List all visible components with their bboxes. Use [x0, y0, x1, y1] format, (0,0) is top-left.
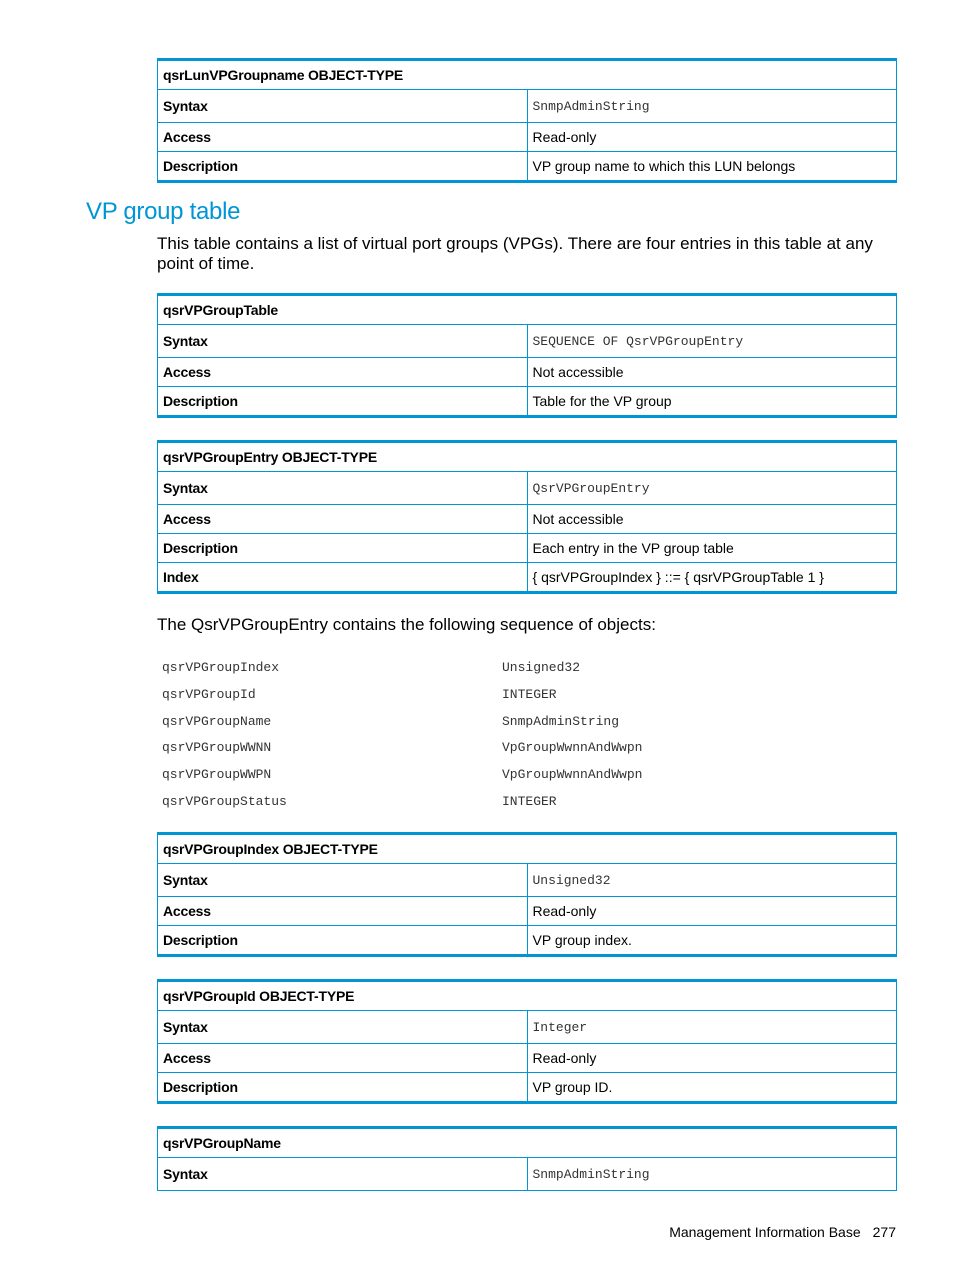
syntax-value: Integer — [527, 1011, 897, 1044]
sequence-object-name: qsrVPGroupStatus — [162, 793, 287, 809]
access-value: Read-only — [527, 897, 897, 926]
access-value: Read-only — [527, 1044, 897, 1073]
syntax-value: SnmpAdminString — [527, 1158, 897, 1191]
description-label: Description — [158, 534, 528, 563]
section-heading: VP group table — [86, 198, 241, 225]
sequence-object-type: SnmpAdminString — [502, 713, 620, 729]
sequence-object-name: qsrVPGroupWWNN — [162, 740, 272, 756]
index-value: { qsrVPGroupIndex } ::= { qsrVPGroupTable 1 } — [527, 563, 897, 593]
syntax-label: Syntax — [158, 472, 528, 505]
description-label: Description — [158, 152, 528, 182]
mib-table-vpgroup-id — [157, 979, 897, 1104]
description-label: Description — [158, 926, 528, 956]
sequence-object-type: VpGroupWwnnAndWwpn — [502, 740, 643, 756]
table-header: qsrVPGroupId OBJECT-TYPE — [158, 981, 897, 1011]
syntax-value: Unsigned32 — [527, 864, 897, 897]
table-header: qsrVPGroupName — [158, 1128, 897, 1158]
sequence-object-type: INTEGER — [502, 686, 557, 702]
description-value: Each entry in the VP group table — [527, 534, 897, 563]
mib-table-vpgroup-name — [157, 1126, 897, 1191]
table-header: qsrVPGroupIndex OBJECT-TYPE — [158, 834, 897, 864]
list-item — [162, 685, 762, 712]
list-item — [162, 738, 762, 765]
access-label: Access — [158, 358, 528, 387]
access-value: Read-only — [527, 123, 897, 152]
syntax-value: QsrVPGroupEntry — [527, 472, 897, 505]
description-label: Description — [158, 387, 528, 417]
sequence-object-type: VpGroupWwnnAndWwpn — [502, 767, 643, 783]
syntax-value: SnmpAdminString — [527, 90, 897, 123]
index-label: Index — [158, 563, 528, 593]
syntax-label: Syntax — [158, 90, 528, 123]
list-item — [162, 658, 762, 685]
access-value: Not accessible — [527, 358, 897, 387]
list-item — [162, 712, 762, 739]
sequence-object-type: INTEGER — [502, 793, 557, 809]
access-label: Access — [158, 1044, 528, 1073]
sequence-object-name: qsrVPGroupIndex — [162, 660, 280, 675]
mib-table-vpgroup-index — [157, 832, 897, 957]
description-value: VP group ID. — [527, 1073, 897, 1103]
footer-title: Management Information Base — [669, 1224, 861, 1240]
table-header: qsrLunVPGroupname OBJECT-TYPE — [158, 60, 897, 90]
description-value: Table for the VP group — [527, 387, 897, 417]
syntax-label: Syntax — [158, 1158, 528, 1191]
mib-table-vpgroup-table — [157, 293, 897, 418]
list-item — [162, 765, 762, 792]
access-label: Access — [158, 505, 528, 534]
sequence-object-type: Unsigned32 — [502, 660, 581, 675]
sequence-intro: The QsrVPGroupEntry contains the following sequence of objects: — [157, 615, 656, 634]
section-intro: This table contains a list of virtual port groups (VPGs). There are four entries in this table at any point of time. — [157, 234, 873, 273]
page-footer — [669, 1222, 896, 1242]
sequence-object-name: qsrVPGroupWWPN — [162, 767, 272, 783]
list-item — [162, 792, 762, 819]
page-number: 277 — [872, 1224, 896, 1240]
syntax-label: Syntax — [158, 325, 528, 358]
syntax-label: Syntax — [158, 864, 528, 897]
mib-table-vpgroup-entry — [157, 440, 897, 594]
sequence-object-name: qsrVPGroupName — [162, 713, 272, 729]
description-value: VP group index. — [527, 926, 897, 956]
sequence-list — [162, 658, 762, 819]
description-value: VP group name to which this LUN belongs — [527, 152, 897, 182]
description-label: Description — [158, 1073, 528, 1103]
mib-table-lun-vpgroupname — [157, 58, 897, 183]
syntax-label: Syntax — [158, 1011, 528, 1044]
table-header: qsrVPGroupEntry OBJECT-TYPE — [158, 442, 897, 472]
sequence-object-name: qsrVPGroupId — [162, 686, 256, 702]
table-header: qsrVPGroupTable — [158, 295, 897, 325]
access-label: Access — [158, 123, 528, 152]
access-label: Access — [158, 897, 528, 926]
syntax-value: SEQUENCE OF QsrVPGroupEntry — [527, 325, 897, 358]
access-value: Not accessible — [527, 505, 897, 534]
